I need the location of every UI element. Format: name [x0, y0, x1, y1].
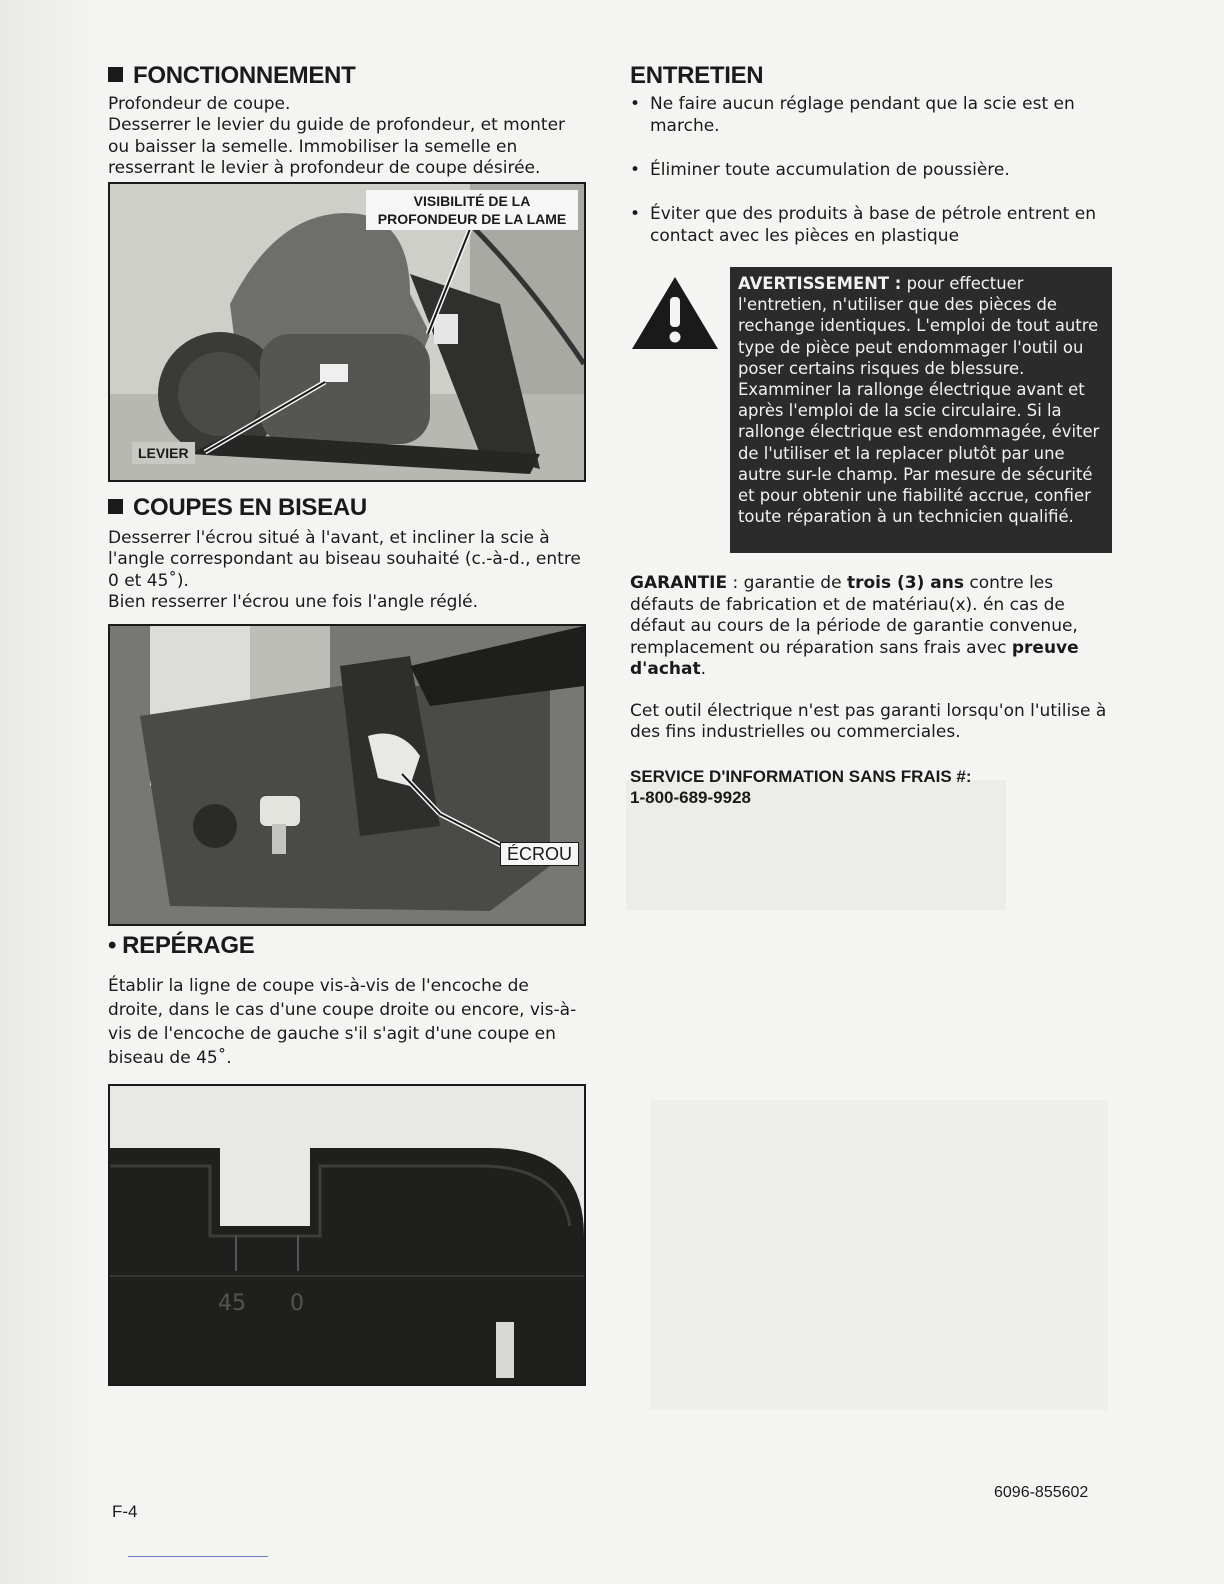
paragraph-reperage: Établir la ligne de coupe vis-à-vis de l'encoche de droite, dans le cas d'une coupe droite ou encore, vis-à-vis de l'encoche de gauche s'il s'agit d'une coupe en biseau de 45˚. — [108, 975, 577, 1068]
service-title: SERVICE D'INFORMATION SANS FRAIS #: — [630, 766, 972, 786]
section-title-coupes-biseau: COUPES EN BISEAU — [108, 494, 586, 522]
photo-bevel-nut — [108, 624, 586, 926]
warning-block — [630, 267, 1112, 553]
section-title-fonctionnement: FONCTIONNEMENT — [108, 62, 586, 90]
warning-box — [730, 267, 1112, 553]
page-edge-shadow — [0, 0, 100, 1584]
section-title-reperage: • REPÉRAGE — [108, 931, 255, 959]
label-ecrou: ÉCROU — [500, 842, 579, 866]
round-bullet-icon: • — [108, 931, 117, 959]
photo-notch-guide — [108, 1084, 586, 1386]
notch-mark-45: 45 — [218, 1290, 246, 1316]
document-code: 6096-855602 — [994, 1484, 1089, 1501]
subtitle-profondeur: Profondeur de coupe. — [108, 94, 291, 114]
notch-guide-illustration — [110, 1086, 584, 1384]
paragraph-coupes-biseau-2: Bien resserrer l'écrou une fois l'angle réglé. — [108, 592, 479, 612]
right-column — [630, 62, 1112, 809]
bleed-through-area — [650, 1100, 1108, 1410]
notch-mark-0: 0 — [290, 1290, 304, 1316]
paragraph-coupes-biseau: Desserrer l'écrou situé à l'avant, et incliner la scie à l'angle correspondant au biseau souhaité (c.-à-d., entre 0 et 45˚). — [108, 527, 581, 591]
bevel-nut-illustration — [110, 626, 584, 924]
warning-triangle-icon — [630, 275, 720, 351]
warning-text: pour effectuer l'entretien, n'utiliser que des pièces de rechange identiques. L'emploi de tout autre type de pièce peut endommager l'outil ou poser certains risques de blessure. Examminer la rallonge électrique avant et après l'emploi de la scie circulaire. Si la rallonge électrique est endommagée, éviter de l'utiliser et la replacer plutôt par une autre sur-le champ. Par mesure de sécurité et pour obtenir une fiabilité accrue, confier toute réparation à un technicien qualifié. — [738, 274, 1100, 527]
garantie-label: GARANTIE — [630, 573, 728, 593]
photo-saw-depth — [108, 182, 586, 482]
warning-label: AVERTISSEMENT : — [738, 274, 902, 293]
paragraph-non-garanti: Cet outil électrique n'est pas garanti lorsqu'on l'utilise à des fins industrielles ou commerciales. — [630, 700, 1107, 742]
label-visibilite-profondeur: VISIBILITÉ DE LA PROFONDEUR DE LA LAME — [366, 190, 578, 230]
list-item: • Éliminer toute accumulation de poussière. — [630, 159, 1112, 181]
entretien-list — [630, 93, 1112, 247]
page-number: F-4 — [112, 1502, 138, 1521]
list-item: • Ne faire aucun réglage pendant que la scie est en marche. — [630, 93, 1112, 137]
paragraph-fonctionnement: Desserrer le levier du guide de profondeur, et monter ou baisser la semelle. Immobiliser la semelle en resserrant le levier à profondeur de coupe désirée. — [108, 115, 566, 178]
square-bullet-icon — [108, 499, 123, 514]
list-item: • Éviter que des produits à base de pétrole entrent en contact avec les pièces en plastique — [630, 203, 1112, 247]
label-levier: LEVIER — [132, 442, 195, 464]
service-phone: 1-800-689-9928 — [630, 788, 751, 807]
paragraph-garantie: GARANTIE : garantie de trois (3) ans contre les défauts de fabrication et de matériau(x). én cas de défaut au cours de la période de garantie convenue, remplacement ou réparation sans frais avec preuve d'achat. — [630, 573, 1079, 679]
left-column — [108, 62, 586, 1386]
section-title-entretien: ENTRETIEN — [630, 62, 764, 89]
square-bullet-icon — [108, 67, 123, 82]
underline-mark — [128, 1556, 268, 1557]
